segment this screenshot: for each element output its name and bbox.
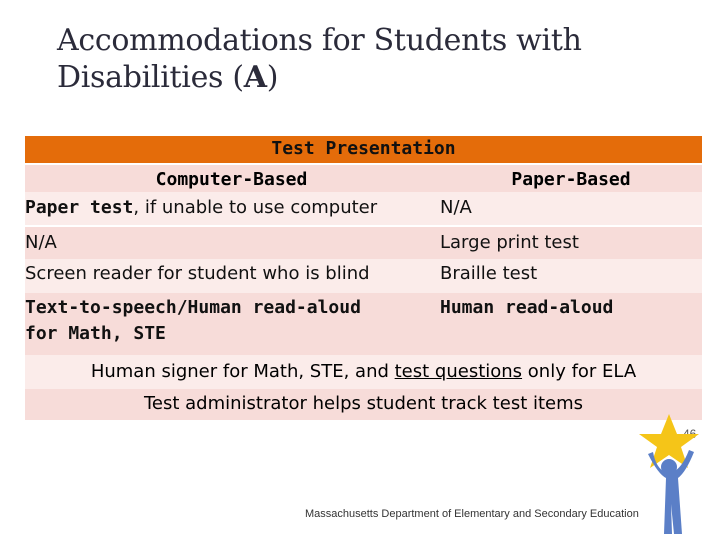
title-close-paren: ) xyxy=(266,60,279,95)
table-header-row xyxy=(25,136,702,163)
paper-cell xyxy=(440,259,702,293)
table-row xyxy=(25,192,702,225)
computer-cell xyxy=(25,227,438,259)
computer-cell-text: Screen reader for student who is blind xyxy=(25,263,370,284)
computer-cell-line1: Text-to-speech/Human read-aloud xyxy=(25,297,361,318)
slide-title xyxy=(57,22,677,96)
column-header-row xyxy=(25,165,702,192)
paper-cell xyxy=(440,293,702,355)
paper-cell-text: Large print test xyxy=(440,232,579,253)
span-text-before: Human signer for Math, STE, and xyxy=(90,361,395,382)
column-header-paper: Paper-Based xyxy=(511,169,631,190)
span-row xyxy=(25,355,702,389)
footer-text: Massachusetts Department of Elementary and Secondary Education xyxy=(305,508,639,520)
paper-cell-text: Human read-aloud xyxy=(440,297,614,318)
column-header-computer: Computer-Based xyxy=(155,169,308,190)
table-row xyxy=(25,293,702,355)
span-row-text xyxy=(25,361,702,382)
span-row-text: Test administrator helps student track test items xyxy=(143,393,584,414)
computer-cell xyxy=(25,259,438,293)
title-bold-letter: A xyxy=(243,60,267,95)
paper-cell xyxy=(440,192,702,225)
paper-cell xyxy=(440,227,702,259)
span-text-after: only for ELA xyxy=(522,361,637,382)
table-row xyxy=(25,227,702,259)
table-header-title: Test Presentation xyxy=(271,138,456,159)
computer-cell xyxy=(25,192,438,225)
title-text: Accommodations for Students with Disabilities ( xyxy=(57,23,582,95)
span-row xyxy=(25,389,702,420)
paper-cell-text: Braille test xyxy=(440,263,538,284)
paper-test-bold: Paper test xyxy=(25,197,134,218)
table-row xyxy=(25,259,702,293)
accommodations-table xyxy=(25,136,702,420)
span-text-underlined: test questions xyxy=(394,361,523,382)
star-figure-logo-icon xyxy=(628,412,710,536)
computer-cell-text: N/A xyxy=(25,232,57,253)
paper-cell-text: N/A xyxy=(440,197,472,218)
computer-cell-line2: for Math, STE xyxy=(25,323,166,344)
paper-test-rest: , if unable to use computer xyxy=(133,197,378,218)
computer-cell xyxy=(25,293,438,355)
